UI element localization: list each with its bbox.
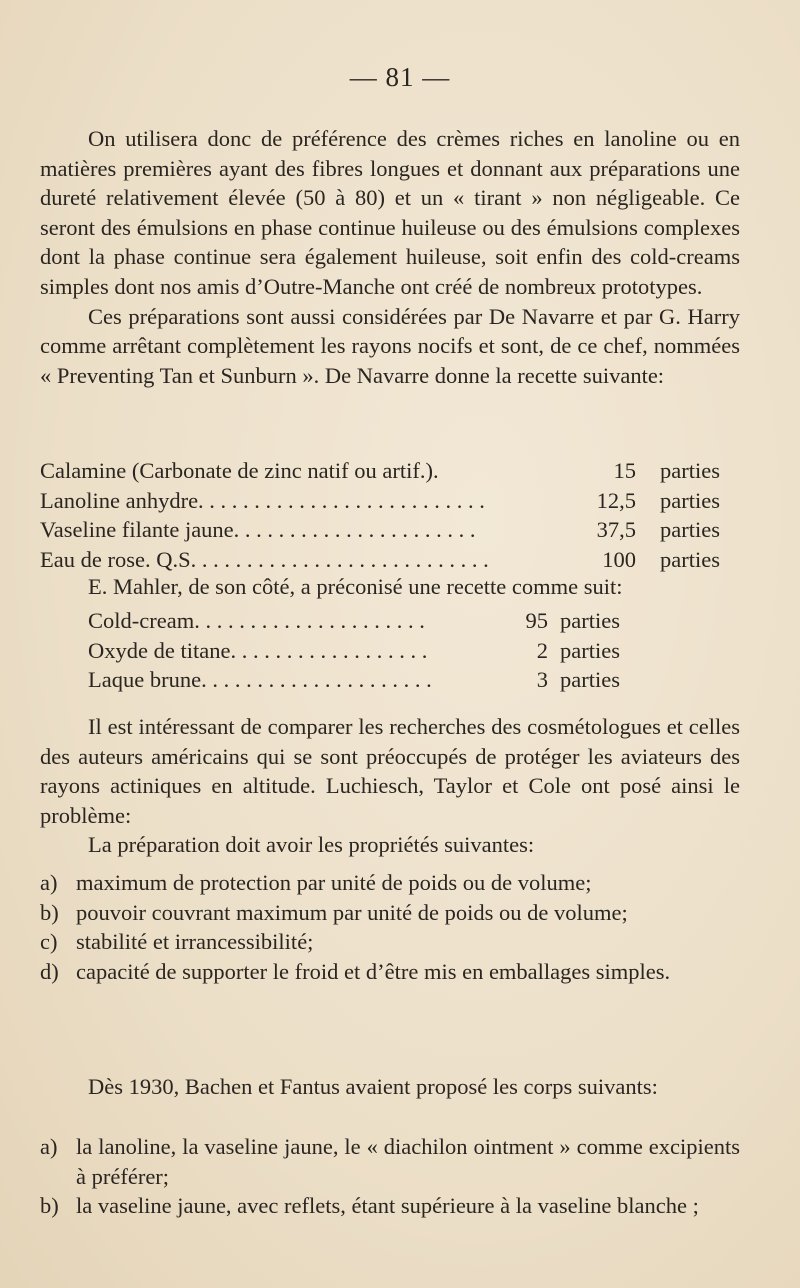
recipe-row: [88, 636, 688, 666]
list-marker: b): [40, 1193, 59, 1219]
paragraph-5: La préparation doit avoir les propriétés suivantes:: [88, 832, 535, 858]
list-marker: a): [40, 870, 58, 895]
recipe-quantity: 37,5: [596, 517, 636, 543]
recipe-quantity: 100: [602, 546, 636, 572]
list-item: [40, 927, 740, 957]
intro-paragraphs: [40, 124, 740, 390]
list-item-text: stabilité et irrancessibilité;: [76, 929, 314, 955]
list-item-text: maximum de protection par unité de poids ou de volume;: [76, 870, 592, 895]
recipe-ingredient: Cold-cream. . . . . . . . . . . . . . . . . . . . .: [88, 608, 425, 633]
mahler-intro: [40, 572, 740, 602]
properties-list: [40, 868, 740, 986]
recipe-quantity: 15: [613, 458, 636, 483]
list-item: [40, 957, 740, 987]
list-marker: a): [40, 1134, 58, 1159]
recipe-ingredient: Eau de rose. Q.S. . . . . . . . . . . . . . . . . . . . . . . . . . .: [40, 546, 489, 572]
recipe-mahler: [88, 606, 688, 695]
paragraph-3: E. Mahler, de son côté, a préconisé une recette comme suit:: [88, 574, 623, 599]
recipe-row: [40, 486, 740, 516]
recipe-unit: parties: [660, 546, 720, 572]
recipe-ingredient: Vaseline filante jaune. . . . . . . . . . . . . . . . . . . . . .: [40, 517, 476, 543]
recipe-unit: parties: [560, 667, 620, 693]
recipe-unit: parties: [560, 637, 620, 663]
recipe-unit: parties: [660, 487, 720, 513]
recipe-ingredient: Laque brune. . . . . . . . . . . . . . . . . . . . .: [88, 667, 432, 693]
recipe-row: [88, 606, 688, 636]
recipe-quantity: 3: [536, 667, 548, 693]
recipe-unit: parties: [660, 458, 720, 483]
list-item: [40, 868, 740, 898]
recipe-unit: parties: [660, 517, 720, 543]
paragraph-4: Il est intéressant de comparer les recherches des cosmétologues et celles des auteurs américains qui se sont préoccupés de protéger les aviateurs des rayons actiniques en altitude. Luchiesch, Taylor et Cole ont posé ainsi le problème:: [40, 714, 740, 828]
list-item-text: capacité de supporter le froid et d’être mis en emballages simples.: [76, 958, 671, 984]
list-item: [40, 1191, 740, 1221]
paragraph-2: Ces préparations sont aussi considérées par De Navarre et par G. Harry comme arrêtant complètement les rayons nocifs et sont, de ce chef, nommées « Preventing Tan et Sunburn ». De Navarre donne la recette suivante:: [40, 303, 740, 388]
recipe-navarre: [40, 456, 740, 574]
paragraph-6: Dès 1930, Bachen et Fantus avaient proposé les corps suivants:: [88, 1074, 658, 1099]
recipe-row: [40, 545, 740, 575]
recipe-row: [40, 515, 740, 545]
list-marker: c): [40, 929, 58, 955]
page-number: — 81 —: [349, 62, 451, 92]
recipe-row: [40, 456, 740, 486]
recipe-quantity: 95: [525, 608, 548, 633]
recipe-quantity: 2: [536, 637, 548, 663]
recipe-unit: parties: [560, 608, 620, 633]
list-item: [40, 898, 740, 928]
recipe-ingredient: Lanoline anhydre. . . . . . . . . . . . . . . . . . . . . . . . . .: [40, 487, 485, 513]
list-item: [40, 1132, 740, 1191]
list-marker: d): [40, 958, 59, 984]
excipients-list: [40, 1132, 740, 1221]
list-item-text: la lanoline, la vaseline jaune, le « diachilon ointment » comme excipients à préférer;: [76, 1134, 740, 1189]
list-marker: b): [40, 899, 59, 925]
bachen-intro: [40, 1072, 740, 1102]
research-paragraphs: [40, 712, 740, 860]
recipe-ingredient: Calamine (Carbonate de zinc natif ou artif.).: [40, 458, 439, 483]
paragraph-1: On utilisera donc de préférence des crèmes riches en lanoline ou en matières premières ayant des fibres longues et donnant aux préparations une dureté relativement élevée (50 à 80) et un « tirant » non négligeable. Ce seront des émulsions en phase continue huileuse ou des émulsions complexes dont la phase continue sera également huileuse, soit enfin des cold-creams simples dont nos amis d’Outre-Manche ont créé de nombreux prototypes.: [40, 126, 740, 299]
recipe-row: [88, 665, 688, 695]
recipe-quantity: 12,5: [596, 487, 636, 513]
list-item-text: la vaseline jaune, avec reflets, étant supérieure à la vaseline blanche ;: [76, 1193, 699, 1219]
list-item-text: pouvoir couvrant maximum par unité de poids ou de volume;: [76, 899, 628, 925]
recipe-ingredient: Oxyde de titane. . . . . . . . . . . . . . . . . .: [88, 637, 428, 663]
